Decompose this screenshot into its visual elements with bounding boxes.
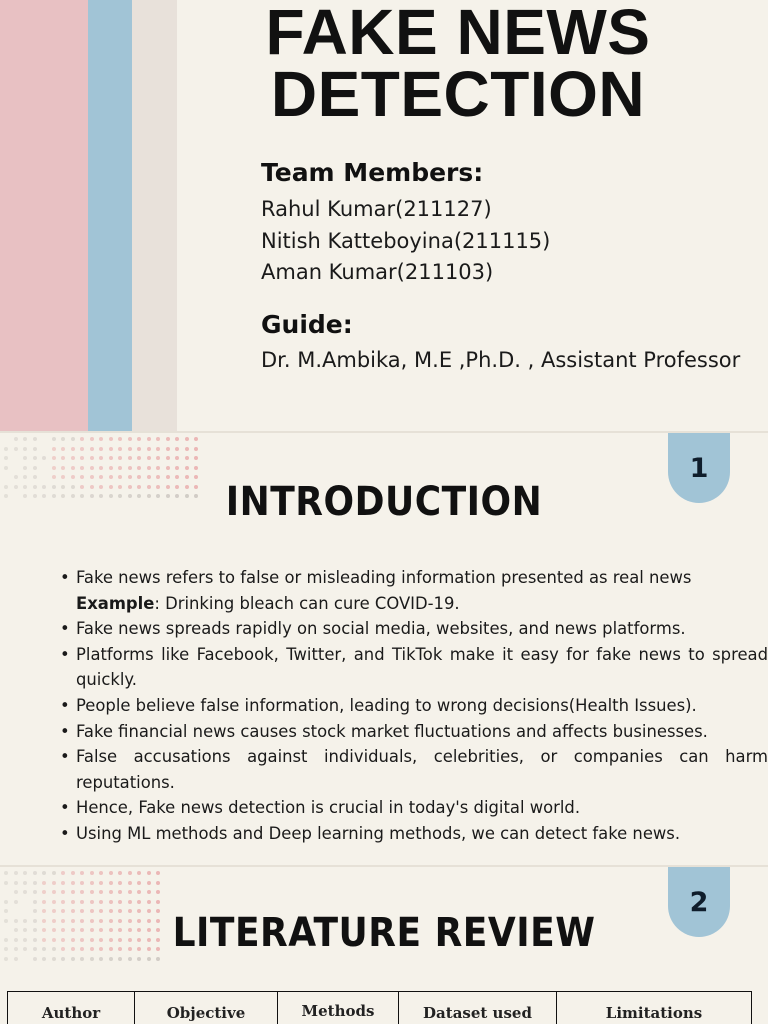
dot	[33, 871, 37, 875]
pink-stripe	[0, 0, 88, 431]
dot	[175, 447, 179, 451]
dot	[4, 456, 8, 460]
dot	[166, 456, 170, 460]
dot	[23, 890, 27, 894]
dot	[175, 456, 179, 460]
section-heading: INTRODUCTION	[225, 479, 543, 525]
dot	[137, 447, 141, 451]
dot	[109, 466, 113, 470]
dot	[61, 437, 65, 441]
dot	[61, 447, 65, 451]
dot	[147, 957, 151, 961]
table-header-cell: Limitations	[557, 992, 752, 1024]
dot	[33, 466, 37, 470]
dot	[4, 957, 8, 961]
dot	[147, 871, 151, 875]
dot	[166, 447, 170, 451]
dot	[14, 957, 18, 961]
dot	[156, 890, 160, 894]
dot	[147, 447, 151, 451]
dot	[61, 466, 65, 470]
dot	[99, 900, 103, 904]
dot	[33, 900, 37, 904]
list-item: • People believe false information, leading to wrong decisions(Health Issues).	[58, 693, 768, 719]
dot	[128, 871, 132, 875]
dot	[185, 447, 189, 451]
dot	[42, 881, 46, 885]
team-member: Nitish Katteboyina(211115)	[261, 229, 551, 253]
team-member: Rahul Kumar(211127)	[261, 197, 492, 221]
dot	[23, 437, 27, 441]
dot	[80, 456, 84, 460]
dot	[90, 871, 94, 875]
dot	[109, 900, 113, 904]
dot	[42, 456, 46, 460]
dot	[52, 890, 56, 894]
dot	[33, 447, 37, 451]
dot	[137, 466, 141, 470]
dot	[52, 447, 56, 451]
dot	[80, 871, 84, 875]
dot	[14, 890, 18, 894]
dot	[80, 437, 84, 441]
dot	[33, 890, 37, 894]
dot	[33, 456, 37, 460]
dot	[147, 456, 151, 460]
dot	[99, 437, 103, 441]
list-item: • Fake news spreads rapidly on social media, websites, and news platforms.	[58, 616, 768, 642]
section-heading: LITERATURE REVIEW	[172, 910, 596, 956]
dot	[14, 437, 18, 441]
introduction-slide	[0, 433, 768, 865]
dot	[71, 900, 75, 904]
table-header-cell: Objective	[135, 992, 278, 1024]
dot	[23, 447, 27, 451]
dot	[90, 890, 94, 894]
dot	[137, 890, 141, 894]
table-header-cell: Author	[8, 992, 135, 1024]
dot	[61, 871, 65, 875]
dot	[128, 437, 132, 441]
dot	[33, 437, 37, 441]
dot	[194, 447, 198, 451]
dot	[99, 466, 103, 470]
dot	[90, 957, 94, 961]
dot	[80, 900, 84, 904]
bullet-text: Fake news refers to false or misleading information presented as real news	[76, 568, 692, 587]
guide-label: Guide:	[261, 310, 353, 339]
dot	[42, 957, 46, 961]
list-item: • Fake financial news causes stock market fluctuations and affects businesses.	[58, 719, 768, 745]
dot	[147, 890, 151, 894]
dot	[42, 871, 46, 875]
dot	[99, 456, 103, 460]
dot	[71, 456, 75, 460]
team-members-label: Team Members:	[261, 158, 484, 187]
guide-name: Dr. M.Ambika, M.E ,Ph.D. , Assistant Professor	[261, 348, 741, 372]
dot	[118, 437, 122, 441]
dot	[118, 900, 122, 904]
dot	[175, 466, 179, 470]
dot	[109, 881, 113, 885]
dot	[90, 466, 94, 470]
list-item: • Platforms like Facebook, Twitter, and TikTok make it easy for fake news to spread quickly.	[58, 642, 768, 693]
dot	[71, 881, 75, 885]
dot	[128, 900, 132, 904]
dot	[99, 871, 103, 875]
dot	[71, 871, 75, 875]
dot	[185, 466, 189, 470]
dot	[128, 957, 132, 961]
dot	[128, 456, 132, 460]
beige-stripe	[132, 0, 177, 431]
dot	[80, 447, 84, 451]
dot	[42, 890, 46, 894]
dot	[90, 881, 94, 885]
dot	[156, 881, 160, 885]
example-text: : Drinking bleach can cure COVID-19.	[154, 593, 460, 613]
dot	[137, 957, 141, 961]
dot	[137, 456, 141, 460]
dot	[80, 957, 84, 961]
dot	[42, 900, 46, 904]
dot	[118, 957, 122, 961]
dot	[109, 456, 113, 460]
example-label: Example	[76, 593, 155, 613]
dot	[156, 900, 160, 904]
title-line-2: DETECTION	[270, 58, 646, 130]
dot	[61, 881, 65, 885]
dot	[61, 890, 65, 894]
dot	[118, 890, 122, 894]
dot	[90, 456, 94, 460]
dot	[99, 447, 103, 451]
dot	[147, 881, 151, 885]
dot	[137, 871, 141, 875]
dot	[23, 871, 27, 875]
table-header-cell: Dataset used	[399, 992, 557, 1024]
title-line-1: FAKE NEWS	[265, 0, 651, 68]
dot	[109, 957, 113, 961]
dot	[14, 881, 18, 885]
team-member: Aman Kumar(211103)	[261, 260, 494, 284]
dot	[109, 437, 113, 441]
dot	[156, 447, 160, 451]
dot	[99, 881, 103, 885]
dot	[194, 456, 198, 460]
dot	[118, 881, 122, 885]
dot	[147, 466, 151, 470]
dot	[109, 890, 113, 894]
dot	[118, 466, 122, 470]
dot	[23, 466, 27, 470]
dot	[71, 890, 75, 894]
dot	[71, 957, 75, 961]
dot	[90, 900, 94, 904]
literature-table	[7, 991, 752, 1024]
dot	[156, 871, 160, 875]
dot	[156, 466, 160, 470]
dot	[156, 957, 160, 961]
dot	[23, 881, 27, 885]
list-item: • Hence, Fake news detection is crucial in today's digital world.	[58, 795, 768, 821]
dot	[80, 890, 84, 894]
table-header-cell: Methods	[278, 992, 399, 1024]
dot	[33, 957, 37, 961]
dot	[147, 437, 151, 441]
dot	[52, 437, 56, 441]
dot	[23, 456, 27, 460]
list-item: • Using ML methods and Deep learning methods, we can detect fake news.	[58, 821, 768, 847]
dot	[156, 437, 160, 441]
dot	[118, 871, 122, 875]
dot	[33, 881, 37, 885]
dot	[4, 881, 8, 885]
dot	[166, 437, 170, 441]
dot	[194, 466, 198, 470]
dot	[61, 900, 65, 904]
dot	[156, 456, 160, 460]
dot	[137, 900, 141, 904]
dot	[99, 890, 103, 894]
dot	[71, 437, 75, 441]
dot	[14, 871, 18, 875]
dot	[14, 900, 18, 904]
dot	[90, 447, 94, 451]
dot	[128, 447, 132, 451]
dot	[52, 957, 56, 961]
list-item	[58, 565, 768, 616]
dot	[80, 466, 84, 470]
dot	[166, 466, 170, 470]
dot	[52, 900, 56, 904]
dot	[61, 456, 65, 460]
dot	[71, 466, 75, 470]
dot	[52, 456, 56, 460]
dot	[185, 456, 189, 460]
dot	[194, 437, 198, 441]
dot	[61, 957, 65, 961]
dot	[109, 871, 113, 875]
dot	[118, 447, 122, 451]
dot	[14, 447, 18, 451]
page-number-badge: 1	[668, 433, 730, 503]
dot	[147, 900, 151, 904]
dot	[137, 881, 141, 885]
dot	[128, 466, 132, 470]
blue-stripe	[88, 0, 132, 431]
dot	[128, 890, 132, 894]
dot	[90, 437, 94, 441]
dot	[185, 437, 189, 441]
dot	[109, 447, 113, 451]
title-slide	[0, 0, 768, 431]
dot	[4, 871, 8, 875]
dot	[99, 957, 103, 961]
dot	[4, 466, 8, 470]
dot	[4, 447, 8, 451]
dot	[4, 900, 8, 904]
page-number-badge: 2	[668, 867, 730, 937]
dot	[52, 466, 56, 470]
dot	[128, 881, 132, 885]
dot	[175, 437, 179, 441]
literature-review-slide	[0, 867, 768, 1024]
table-header-row	[8, 992, 752, 1024]
dot	[137, 437, 141, 441]
dot	[71, 447, 75, 451]
bullet-list	[58, 565, 768, 847]
dot	[52, 871, 56, 875]
dot	[118, 456, 122, 460]
dot	[80, 881, 84, 885]
list-item: • False accusations against individuals, celebrities, or companies can harm reputations.	[58, 744, 768, 795]
dot	[52, 881, 56, 885]
